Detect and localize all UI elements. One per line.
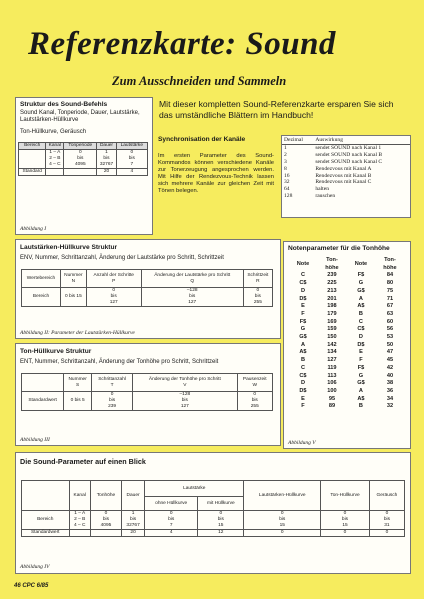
table-cell: rauschen [315, 193, 336, 200]
tone-envelope-heading: Ton-Hüllkurve Struktur [20, 348, 92, 355]
table-cell: 169 [327, 318, 337, 325]
table-cell: D [358, 334, 363, 341]
table-cell [19, 150, 46, 169]
table-cell: Bereich [22, 511, 70, 530]
decimal-table [282, 137, 410, 200]
table-cell: 50 [386, 341, 394, 348]
figure-caption-4: Abbildung IV [20, 564, 50, 570]
table-cell: A [358, 295, 363, 302]
table-row [282, 173, 410, 180]
table-row [289, 380, 405, 388]
volume-envelope-box [15, 239, 281, 339]
table-cell: Tonperiode [64, 143, 97, 150]
table-cell: 95 [328, 395, 336, 402]
table-cell: 63 [386, 310, 394, 317]
sync-heading: Synchronisation der Kanäle [158, 136, 246, 143]
table-cell: 179 [327, 310, 337, 317]
table-cell: 127 [327, 357, 337, 364]
table-cell: 8 [284, 165, 287, 172]
table-cell: Kanal [46, 143, 64, 150]
table-row [282, 186, 410, 193]
table-cell [22, 481, 70, 511]
table-row [19, 150, 148, 169]
table-cell: G [358, 280, 364, 287]
table-row [282, 193, 410, 200]
table-cell: Änderung der Lautstärke pro Schritt Q [141, 270, 243, 288]
table-cell: C$ [299, 372, 307, 379]
page-subtitle: Zum Ausschneiden und Sammeln [112, 74, 287, 88]
table-cell: Rendezvous mit Kanal A [315, 165, 372, 172]
table-cell: C [300, 272, 305, 279]
table-cell: 150 [327, 334, 337, 341]
table-cell: C [358, 318, 363, 325]
table-row [19, 169, 148, 176]
table-cell: 45 [386, 357, 394, 364]
table-cell: 0 bis 7 [145, 511, 198, 530]
table-cell: Geräusch [369, 481, 404, 511]
table-cell: 20 [97, 169, 116, 176]
table-cell: D [300, 287, 305, 294]
table-cell: Rendezvous mit Kanal C [315, 179, 372, 186]
table-cell: 106 [327, 380, 337, 387]
table-cell: 3 [284, 158, 287, 165]
table-cell: D [300, 380, 305, 387]
table-cell: A$ [357, 303, 365, 310]
table-cell: 2 [284, 151, 287, 158]
table-cell: 53 [386, 334, 394, 341]
page-title: Referenzkarte: Sound [28, 26, 336, 62]
table-cell: Kanal [69, 481, 90, 511]
table-cell: –128 bis 127 [133, 392, 237, 411]
table-cell: 0 bis 127 [86, 288, 141, 307]
table-cell: 0 bis 4095 [64, 150, 97, 169]
table-cell: –128 bis 127 [141, 288, 243, 307]
table-cell: G$ [357, 380, 365, 387]
table-cell: F$ [357, 364, 365, 371]
table-cell: 67 [386, 303, 394, 310]
note-parameter-box [283, 241, 411, 449]
table-cell [46, 169, 64, 176]
table-cell: A$ [299, 349, 307, 356]
table-cell: 0 bis 31 [369, 511, 404, 530]
table-cell [22, 374, 64, 392]
table-cell: 36 [386, 387, 394, 394]
table-cell: Note [296, 260, 310, 267]
table-cell: Lautstärke [116, 143, 147, 150]
table-cell: G [300, 326, 306, 333]
table-cell: 0 [244, 530, 321, 537]
table-cell: 0 [321, 530, 370, 537]
table-row [289, 334, 405, 342]
table-cell: 159 [327, 326, 337, 333]
sound-command-heading: Struktur des Sound-Befehls [20, 101, 108, 108]
table-cell: G$ [299, 334, 307, 341]
table-cell: 20 [122, 530, 145, 537]
table-header-row [22, 374, 273, 392]
table-cell: 1 [284, 144, 287, 151]
table-cell: 34 [386, 395, 394, 402]
table-cell: C [300, 364, 305, 371]
table-cell: 0 bis 15 [198, 511, 244, 530]
overview-box [15, 452, 411, 574]
table-row [289, 342, 405, 350]
table-cell: D$ [299, 387, 307, 394]
table-row [289, 319, 405, 327]
table-cell: Ton-Hüllkurve [321, 481, 370, 511]
table-cell: 84 [386, 272, 394, 279]
table-cell: 0 bis 255 [237, 392, 272, 411]
volume-envelope-text: ENV, Nummer, Schrittanzahl, Änderung der Lautstärke pro Schritt, Schrittzeit [20, 255, 224, 261]
table-cell: 1 – A 2 – B 4 – C [46, 150, 64, 169]
table-cell: Schrittzeit R [243, 270, 272, 288]
table-cell: 38 [386, 380, 394, 387]
overview-heading: Die Sound-Parameter auf einen Blick [20, 457, 146, 466]
table-cell: Standardwert [22, 530, 70, 537]
table-header-row [289, 257, 405, 272]
volume-envelope-heading: Lautstärken-Hüllkurve Struktur [20, 244, 118, 251]
table-row [289, 303, 405, 311]
table-header-row [19, 143, 148, 150]
table-cell: 1 bis 32767 [97, 150, 116, 169]
table-cell: 32 [386, 403, 394, 410]
table-cell [90, 530, 121, 537]
table-row [289, 280, 405, 288]
table-cell: F [359, 357, 363, 364]
table-cell: 0 bis 255 [243, 288, 272, 307]
table-row [289, 296, 405, 304]
figure-caption-5: Abbildung V [288, 440, 316, 446]
table-cell: Dauer [122, 481, 145, 511]
table-row [282, 159, 410, 166]
table-cell: 0 bis 15 [61, 288, 87, 307]
table-cell: 201 [327, 295, 337, 302]
table-cell: F [301, 403, 305, 410]
table-cell: Bereich [19, 143, 46, 150]
volume-envelope-table [21, 269, 273, 307]
table-row [22, 288, 273, 307]
table-cell: F$ [299, 318, 307, 325]
table-cell: 134 [327, 349, 337, 356]
sound-command-text-2: Ton-Hüllkurve, Geräusch [20, 128, 87, 135]
table-cell: 128 [284, 193, 293, 200]
table-header-row [22, 270, 273, 288]
sound-command-box [15, 97, 153, 235]
table-cell: 4 [145, 530, 198, 537]
table-cell: Wertebereich [22, 270, 61, 288]
table-cell: 1 – A 2 – B 4 – C [69, 511, 90, 530]
table-cell: C$ [299, 280, 307, 287]
table-row [289, 272, 405, 280]
table-cell: 12 [198, 530, 244, 537]
sync-text: Im ersten Parameter des Sound-Kommandos können verschiedene Kanäle zur Tonerzeugung angesprochen werden. Mit Hilfe der Rendezvous-Technik lassen sich mehrere Kanäle zur gleichen Zeit mit Tönen belegen. [158, 153, 274, 194]
table-cell: Dezimal [284, 137, 303, 143]
table-cell: Rendezvous mit Kanal B [315, 172, 372, 179]
table-cell: 0 [369, 530, 404, 537]
table-cell: F [301, 310, 305, 317]
table-cell: 40 [386, 372, 394, 379]
table-cell: 119 [327, 364, 337, 371]
figure-caption-1: Abbildung I [20, 226, 47, 232]
table-cell: 225 [327, 280, 337, 287]
table-cell: 0 bis 5 [64, 392, 92, 411]
table-row [289, 373, 405, 381]
table-row [289, 403, 405, 411]
table-cell: D$ [357, 341, 365, 348]
table-group-header: Lautstärke [145, 481, 244, 497]
table-cell: Dauer [97, 143, 116, 150]
table-cell: 16 [284, 172, 290, 179]
table-cell: E [301, 395, 305, 402]
table-cell: Lautstärken-Hüllkurve [244, 481, 321, 511]
table-cell: C$ [357, 326, 365, 333]
table-cell: 1 bis 32767 [122, 511, 145, 530]
figure-caption-3: Abbildung III [20, 437, 50, 443]
sound-command-table [18, 142, 148, 176]
sync-section [158, 136, 274, 195]
table-cell: 0 bis 7 [116, 150, 147, 169]
table-row [289, 326, 405, 334]
overview-table [21, 480, 405, 537]
table-cell: E [301, 303, 305, 310]
figure-caption-2: Abbildung II: Parameter der Lautstärken-Hüllkurve [20, 330, 135, 336]
table-row [289, 396, 405, 404]
table-row [289, 365, 405, 373]
table-cell: Standardwert [22, 392, 64, 411]
table-cell: A [358, 387, 363, 394]
note-parameter-table [289, 257, 405, 411]
table-cell: 0 bis 15 [244, 511, 321, 530]
table-cell: sendet SOUND nach Kanal B [315, 151, 383, 158]
intro-text: Mit dieser kompletten Sound-Referenzkarte ersparen Sie sich das umständliche Blättern im Handbuch! [159, 99, 394, 120]
table-cell: 113 [327, 372, 337, 379]
table-cell: 64 [284, 186, 290, 193]
sound-command-text: Sound Kanal, Tonperiode, Dauer, Lautstärke, Lautstärken-Hüllkurve [20, 110, 140, 124]
table-cell: G$ [357, 287, 365, 294]
table-cell: Änderung der Tonhöhe pro Schritt V [133, 374, 237, 392]
table-cell: 32 [284, 179, 290, 186]
table-row [22, 530, 405, 537]
note-parameter-heading: Notenparameter für die Tonhöhe [288, 245, 390, 252]
table-cell: G [358, 372, 364, 379]
table-row [289, 388, 405, 396]
table-cell: Auswirkung [315, 137, 343, 143]
table-cell: 0 bis 4095 [90, 511, 121, 530]
table-row [289, 349, 405, 357]
table-row [289, 288, 405, 296]
table-cell: D$ [299, 295, 307, 302]
table-header-row [282, 137, 410, 144]
table-cell: F$ [357, 272, 365, 279]
table-cell: B [358, 403, 363, 410]
table-row [282, 144, 410, 151]
table-cell: 142 [327, 341, 337, 348]
table-cell: 239 [327, 272, 337, 279]
table-cell: 71 [386, 295, 394, 302]
table-cell: 213 [327, 287, 337, 294]
table-cell: sendet SOUND nach Kanal 1 [315, 144, 382, 151]
table-row [22, 511, 405, 530]
table-row [282, 179, 410, 186]
table-cell: 47 [386, 349, 394, 356]
table-cell: A$ [357, 395, 365, 402]
table-row [22, 392, 273, 411]
table-cell: 0 bis 15 [321, 511, 370, 530]
table-cell: Standard [19, 169, 46, 176]
table-cell: sendet SOUND nach Kanal C [315, 158, 383, 165]
table-cell: 80 [386, 280, 394, 287]
table-cell: Tonhöhe [90, 481, 121, 511]
table-cell: E [359, 349, 363, 356]
tone-envelope-text: ENT, Nummer, Schrittanzahl, Änderung der Tonhöhe pro Schritt, Schrittzeit [20, 359, 219, 365]
table-cell: Ton- höhe [383, 257, 397, 271]
table-cell: 100 [327, 387, 337, 394]
table-cell: Nummer S [64, 374, 92, 392]
table-cell: 198 [327, 303, 337, 310]
table-cell: A [300, 341, 305, 348]
table-cell: Schrittanzahl T [92, 374, 133, 392]
table-cell: 75 [386, 287, 394, 294]
table-cell: 89 [328, 403, 336, 410]
table-cell: Nummer N [61, 270, 87, 288]
table-cell: B [300, 357, 305, 364]
decimal-table-box [281, 135, 411, 218]
table-cell: Pausenzeit W [237, 374, 272, 392]
table-cell: mit Hüllkurve [198, 497, 244, 511]
table-cell [64, 169, 97, 176]
tone-envelope-box [15, 343, 281, 446]
table-cell: halten [315, 186, 329, 193]
table-cell: 60 [386, 318, 394, 325]
table-cell: 4 [116, 169, 147, 176]
table-cell: Bereich [22, 288, 61, 307]
table-row [289, 357, 405, 365]
table-row [282, 166, 410, 173]
table-cell [69, 530, 90, 537]
table-cell: Note [354, 260, 368, 267]
table-cell: Anzahl der Schritte P [86, 270, 141, 288]
table-cell: 56 [386, 326, 394, 333]
table-cell: 0 bis 239 [92, 392, 133, 411]
table-cell: B [358, 310, 363, 317]
table-cell: 42 [386, 364, 394, 371]
page-footer: 46 CPC 6/85 [14, 583, 49, 589]
table-cell: Ton- höhe [325, 257, 339, 271]
table-row [289, 311, 405, 319]
table-cell: ohne Hüllkurve [145, 497, 198, 511]
table-row [282, 152, 410, 159]
tone-envelope-table [21, 373, 273, 411]
table-header-row [22, 481, 405, 497]
